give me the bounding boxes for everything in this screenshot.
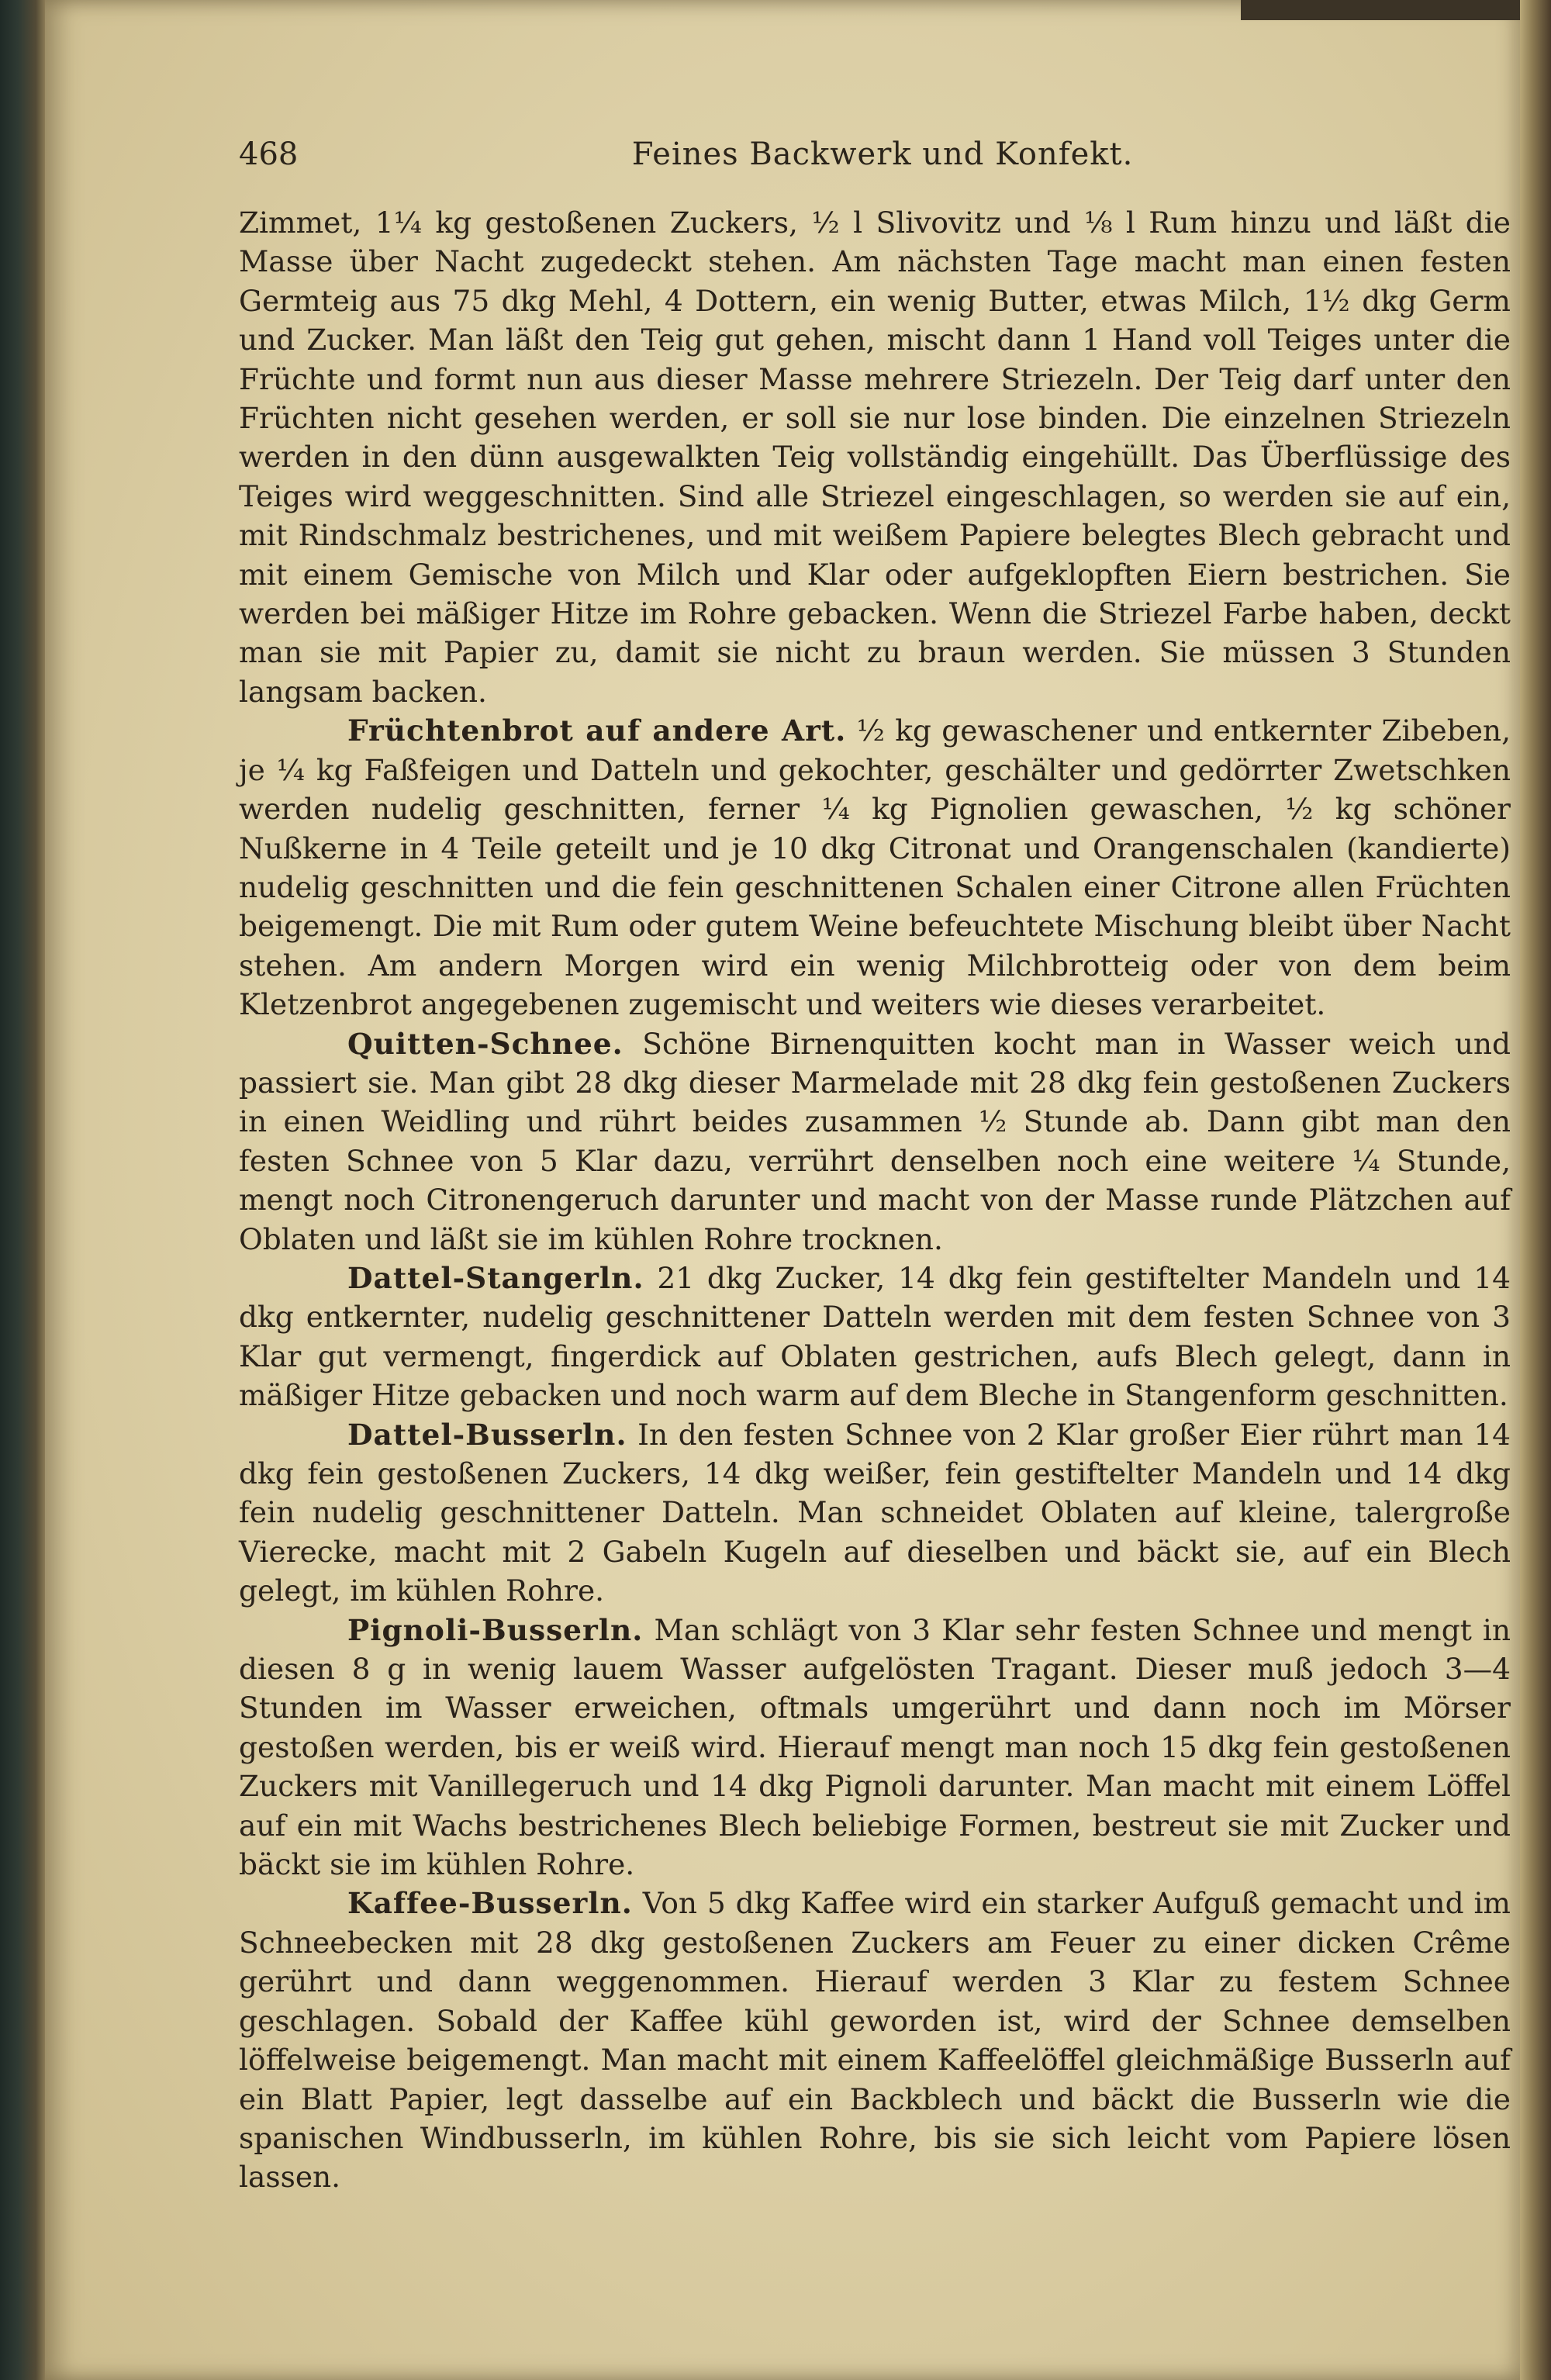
recipe-text: In den festen Schnee von 2 Klar großer Eier rührt man 14 dkg fein gestoßenen Zuckers, 14 dkg weißer, fein gestiftelter Mandeln und 14 dkg fein nudelig geschnittener Datteln. Man schneidet Oblaten auf kleine, talergroße Vierecke, macht mit 2 Gabeln Kugeln auf dieselben und bäckt sie, auf ein Blech gelegt, im kühlen Rohre.: [239, 1417, 1511, 1608]
book-binding: [0, 0, 45, 2380]
scan-top-edge: [1241, 0, 1520, 20]
recipe-title: Pignoli-Busserln.: [347, 1612, 644, 1647]
recipe-title: Früchtenbrot auf andere Art.: [347, 713, 847, 748]
recipe-text: Von 5 dkg Kaffee wird ein starker Aufguß gemacht und im Schneebecken mit 28 dkg gestoßenen Zuckers am Feuer zu einer dicken Crême gerührt und dann weggenommen. Hierauf werden 3 Klar zu festem Schnee geschlagen. Sobald der Kaffee kühl geworden ist, wird der Schnee demselben löffelweise beigemengt. Man macht mit einem Kaffeelöffel gleichmäßige Busserln auf ein Blatt Papier, legt dasselbe auf ein Backblech und bäckt die Busserln wie die spanischen Windbusserln, im kühlen Rohre, bis sie sich leicht vom Papiere lösen lassen.: [239, 1886, 1511, 2195]
recipe-text: ½ kg gewaschener und entkernter Zibeben, je ¼ kg Faßfeigen und Datteln und gekochter, geschälter und gedörrter Zwetschken werden nudelig geschnitten, ferner ¼ kg Pignolien gewaschen, ½ kg schöner Nußkerne in 4 Teile geteilt und je 10 dkg Citronat und Orangenschalen (kandierte) nudelig geschnitten und die fein geschnittenen Schalen einer Citrone allen Früchten beigemengt. Die mit Rum oder gutem Weine befeuchtete Mischung bleibt über Nacht stehen. Am andern Morgen wird ein wenig Milchbrotteig oder von dem beim Kletzenbrot angegebenen zugemischt und weiters wie dieses verarbeitet.: [239, 713, 1511, 1022]
recipe-title: Kaffee-Busserln.: [347, 1886, 633, 1921]
page-number: 468: [239, 136, 299, 172]
recipe-paragraph: [239, 1611, 1511, 1884]
recipe-paragraph: [239, 711, 1511, 1024]
recipe-title: Quitten-Schnee.: [347, 1026, 624, 1061]
recipe-paragraph: [239, 1259, 1511, 1415]
page-right-edge: [1520, 0, 1551, 2380]
recipe-title: Dattel-Stangerln.: [347, 1260, 644, 1295]
recipe-paragraph: [239, 1415, 1511, 1611]
recipe-text: Man schlägt von 3 Klar sehr festen Schnee und mengt in diesen 8 g in wenig lauem Wasser aufgelösten Tragant. Dieser muß jedoch 3—4 Stunden im Wasser erweichen, oftmals umgerührt und dann noch im Mörser gestoßen werden, bis er weiß wird. Hierauf mengt man noch 15 dkg fein gestoßenen Zuckers mit Vanillegeruch und 14 dkg Pignoli darunter. Man macht mit einem Löffel auf ein mit Wachs bestrichenes Blech beliebige Formen, bestreut sie mit Zucker und bäckt sie im kühlen Rohre.: [239, 1612, 1511, 1882]
recipe-paragraph: [239, 1024, 1511, 1259]
recipe-paragraph: [239, 1884, 1511, 2196]
intro-paragraph: Zimmet, 1¼ kg gestoßenen Zuckers, ½ l Slivovitz und ⅛ l Rum hinzu und läßt die Masse über Nacht zugedeckt stehen. Am nächsten Tage macht man einen festen Germteig aus 75 dkg Mehl, 4 Dottern, ein wenig Butter, etwas Milch, 1½ dkg Germ und Zucker. Man läßt den Teig gut gehen, mischt dann 1 Hand voll Teiges unter die Früchte und formt nun aus dieser Masse mehrere Striezeln. Der Teig darf unter den Früchten nicht gesehen werden, er soll sie nur lose binden. Die einzelnen Striezeln werden in den dünn ausgewalkten Teig vollständig eingehüllt. Das Überflüssige des Teiges wird weggeschnitten. Sind alle Striezel eingeschlagen, so werden sie auf ein, mit Rindschmalz bestrichenes, und mit weißem Papiere belegtes Blech gebracht und mit einem Gemische von Milch und Klar oder aufgeklopften Eiern bestrichen. Sie werden bei mäßiger Hitze im Rohre gebacken. Wenn die Striezel Farbe haben, deckt man sie mit Papier zu, damit sie nicht zu braun werden. Sie müssen 3 Stunden langsam backen.: [239, 206, 1511, 709]
page-header-title: Feines Backwerk und Konfekt.: [631, 136, 1134, 172]
page-body: [239, 203, 1511, 2197]
recipe-text: 21 dkg Zucker, 14 dkg fein gestiftelter Mandeln und 14 dkg entkernter, nudelig geschnittener Datteln werden mit dem festen Schnee von 3 Klar gut vermengt, fingerdick auf Oblaten gestrichen, aufs Blech gelegt, dann in mäßiger Hitze gebacken und noch warm auf dem Bleche in Stangenform geschnitten.: [239, 1260, 1511, 1413]
recipe-text: Schöne Birnenquitten kocht man in Wasser weich und passiert sie. Man gibt 28 dkg dieser Marmelade mit 28 dkg fein gestoßenen Zuckers in einen Weidling und rührt beides zusammen ½ Stunde ab. Dann gibt man den festen Schnee von 5 Klar dazu, verrührt denselben noch eine weitere ¼ Stunde, mengt noch Citronengeruch darunter und macht von der Masse runde Plätzchen auf Oblaten und läßt sie im kühlen Rohre trocknen.: [239, 1026, 1511, 1256]
recipe-title: Dattel-Busserln.: [347, 1417, 627, 1452]
book-page: [45, 0, 1520, 2380]
